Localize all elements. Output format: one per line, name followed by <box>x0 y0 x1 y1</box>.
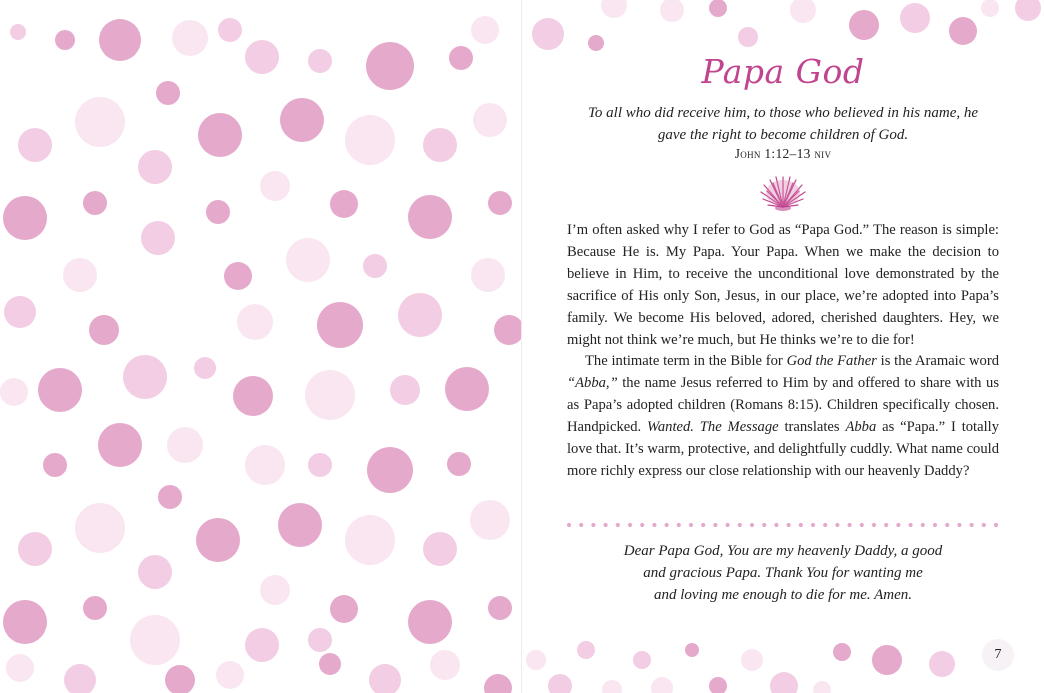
divider-dot <box>701 523 705 527</box>
body-paragraph-2: The intimate term in the Bible for God the Father is the Aramaic word “Abba,” the name Jesus referred to Him by and offered to share with us as Papa’s adopted children (Romans 8:15). Children specifically chosen. Handpicked. Wanted. The Message translates Abba as “Papa.” I totally love that. It’s warm, protective, and delightfully cuddly. What name could more richly express our close relationship with our heavenly Daddy? <box>567 353 999 479</box>
scripture-verse: To all who did receive him, to those who believed in his name, he gave the right to become children of God. <box>587 105 979 143</box>
closing-prayer <box>582 540 984 606</box>
divider-dot <box>945 523 949 527</box>
divider-dot <box>848 523 852 527</box>
divider-dot <box>799 523 803 527</box>
divider-dot <box>896 523 900 527</box>
divider-dot <box>665 523 669 527</box>
divider-dot <box>835 523 839 527</box>
divider-dot <box>860 523 864 527</box>
page-title: Papa God <box>701 52 865 91</box>
divider-dot <box>872 523 876 527</box>
divider-dot <box>970 523 974 527</box>
body-paragraph-1: I’m often asked why I refer to God as “Papa God.” The reason is simple: Because He is. My Papa. Your Papa. When we make the decision to believe in Him, to receive the unconditional love demonstrated by the sacrifice of His only Son, Jesus, in our place, we’re adopted into Papa’s family. We become His beloved, adored, cherished daughters. Hey, we might not think we’re much, but He thinks we’re to die for! <box>567 222 999 348</box>
divider-dot <box>713 523 717 527</box>
divider-dot <box>750 523 754 527</box>
divider-dot <box>652 523 656 527</box>
divider-dot <box>616 523 620 527</box>
divider-dot <box>726 523 730 527</box>
divider-dot <box>567 523 571 527</box>
divider-dot <box>811 523 815 527</box>
divider-dot <box>762 523 766 527</box>
divider-dot <box>640 523 644 527</box>
dotted-divider <box>567 521 999 529</box>
scripture-reference: John 1:12–13 niv <box>734 146 832 161</box>
divider-dot <box>774 523 778 527</box>
divider-dot <box>957 523 961 527</box>
flower-ornament-icon <box>758 171 808 213</box>
page-number: 7 <box>982 639 1014 671</box>
divider-dot <box>689 523 693 527</box>
divider-dot <box>909 523 913 527</box>
divider-dot <box>604 523 608 527</box>
divider-dot <box>823 523 827 527</box>
prayer-line: Dear Papa God, You are my heavenly Daddy, a good <box>623 543 943 559</box>
divider-dot <box>994 523 998 527</box>
divider-dot <box>933 523 937 527</box>
divider-dot <box>628 523 632 527</box>
devotional-body <box>567 220 999 483</box>
prayer-line: and gracious Papa. Thank You for wanting me <box>643 565 923 581</box>
divider-dot <box>738 523 742 527</box>
divider-dot <box>579 523 583 527</box>
divider-dot <box>982 523 986 527</box>
divider-dot <box>787 523 791 527</box>
divider-dot <box>921 523 925 527</box>
divider-dot <box>677 523 681 527</box>
divider-dot <box>884 523 888 527</box>
right-page <box>522 0 1044 693</box>
divider-dot <box>591 523 595 527</box>
prayer-line: and loving me enough to die for me. Amen. <box>653 587 912 603</box>
